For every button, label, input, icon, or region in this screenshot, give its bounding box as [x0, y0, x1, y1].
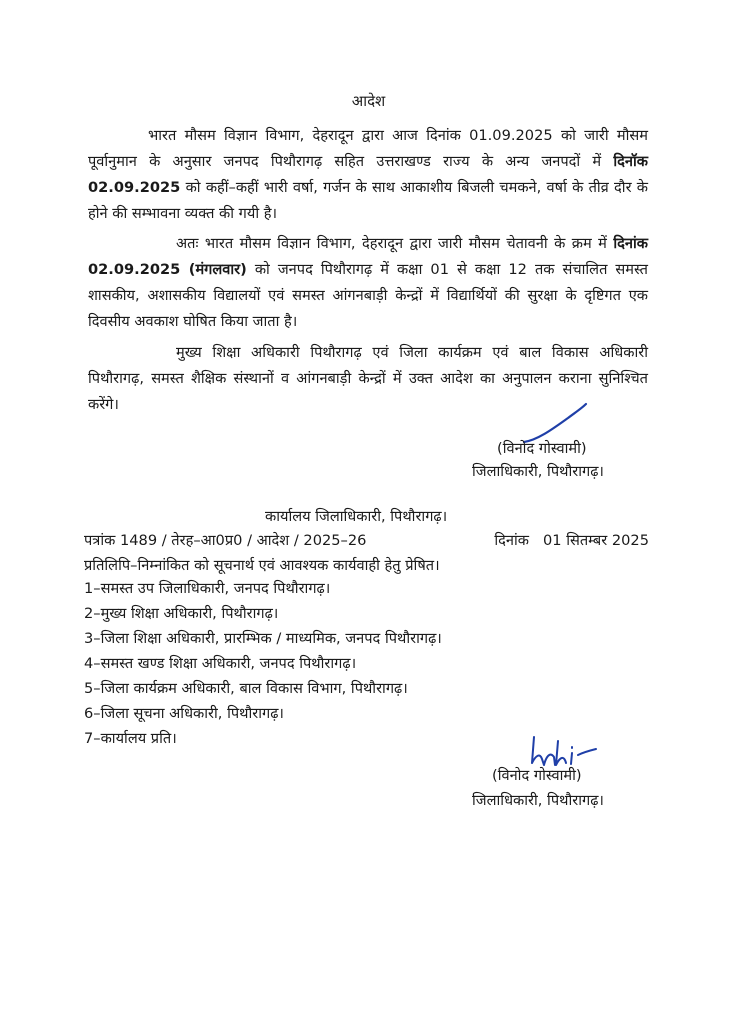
para1-text-a: भारत मौसम विज्ञान विभाग, देहरादून द्वारा आज दिनांक 01.09.2025 को जारी मौसम पूर्वानुमान के अनुसार जनपद पिथौरागढ़ सहित उत्तराखण्ड राज्य के अन्य जनपदों में — [88, 127, 648, 170]
para2-date-bold: दिनांक 02.09.2025 (मंगलवार) — [88, 235, 648, 278]
order-title: आदेश — [351, 92, 386, 110]
signatory-1-name: (विनोद गोस्वामी) — [497, 440, 587, 457]
para1-date-bold: दिनॉक 02.09.2025 — [88, 153, 648, 196]
list-item: 7–कार्यालय प्रति। — [84, 730, 177, 747]
list-item: 2–मुख्य शिक्षा अधिकारी, पिथौरागढ़। — [84, 605, 279, 622]
order-paragraph-2 — [88, 231, 648, 335]
list-item: 6–जिला सूचना अधिकारी, पिथौरागढ़। — [84, 705, 284, 722]
date-value: 01 सितम्बर 2025 — [543, 532, 649, 549]
para1-text-b: को कहीं–कहीं भारी वर्षा, गर्जन के साथ आकाशीय बिजली चमकने, वर्षा के तीव्र दौर के होने की सम्भावना व्यक्त की गयी है। — [88, 179, 648, 222]
signatory-2-name: (विनोद गोस्वामी) — [492, 767, 582, 784]
recipient-list — [84, 576, 442, 751]
copy-to-line: प्रतिलिपि–निम्नांकित को सूचनार्थ एवं आवश्यक कार्यवाही हेतु प्रेषित। — [84, 557, 440, 574]
signatory-1-designation: जिलाधिकारी, पिथौरागढ़। — [472, 463, 604, 480]
office-heading: कार्यालय जिलाधिकारी, पिथौरागढ़। — [265, 508, 448, 525]
date-label: दिनांक — [494, 532, 529, 549]
signatory-2-designation: जिलाधिकारी, पिथौरागढ़। — [472, 792, 604, 809]
list-item: 5–जिला कार्यक्रम अधिकारी, बाल विकास विभाग, पिथौरागढ़। — [84, 680, 408, 697]
list-item: 3–जिला शिक्षा अधिकारी, प्रारम्भिक / माध्यमिक, जनपद पिथौरागढ़। — [84, 630, 442, 647]
reference-date — [494, 530, 649, 550]
order-paragraph-3: मुख्य शिक्षा अधिकारी पिथौरागढ़ एवं जिला कार्यक्रम एवं बाल विकास अधिकारी पिथौरागढ़, समस्त शैक्षिक संस्थानों व आंगनबाड़ी केन्द्रों में उक्त आदेश का अनुपालन कराना सुनिश्चित करेंगे। — [88, 344, 648, 413]
order-paragraph-1 — [88, 123, 648, 227]
para2-text-a: अतः भारत मौसम विज्ञान विभाग, देहरादून द्वारा जारी मौसम चेतावनी के क्रम में — [176, 235, 614, 252]
reference-line — [84, 530, 649, 550]
list-item: 4–समस्त खण्ड शिक्षा अधिकारी, जनपद पिथौरागढ़। — [84, 655, 357, 672]
list-item: 1–समस्त उप जिलाधिकारी, जनपद पिथौरागढ़। — [84, 580, 331, 597]
reference-number: पत्रांक 1489 / तेरह–आ0प्र0 / आदेश / 2025–26 — [84, 532, 367, 549]
para2-text-b: को जनपद पिथौरागढ़ में कक्षा 01 से कक्षा 12 तक संचालित समस्त शासकीय, अशासकीय विद्यालयों एवं समस्त आंगनबाड़ी केन्द्रों में विद्यार्थियों की सुरक्षा के दृष्टिगत एक दिवसीय अवकाश घोषित किया जाता है। — [88, 261, 648, 330]
